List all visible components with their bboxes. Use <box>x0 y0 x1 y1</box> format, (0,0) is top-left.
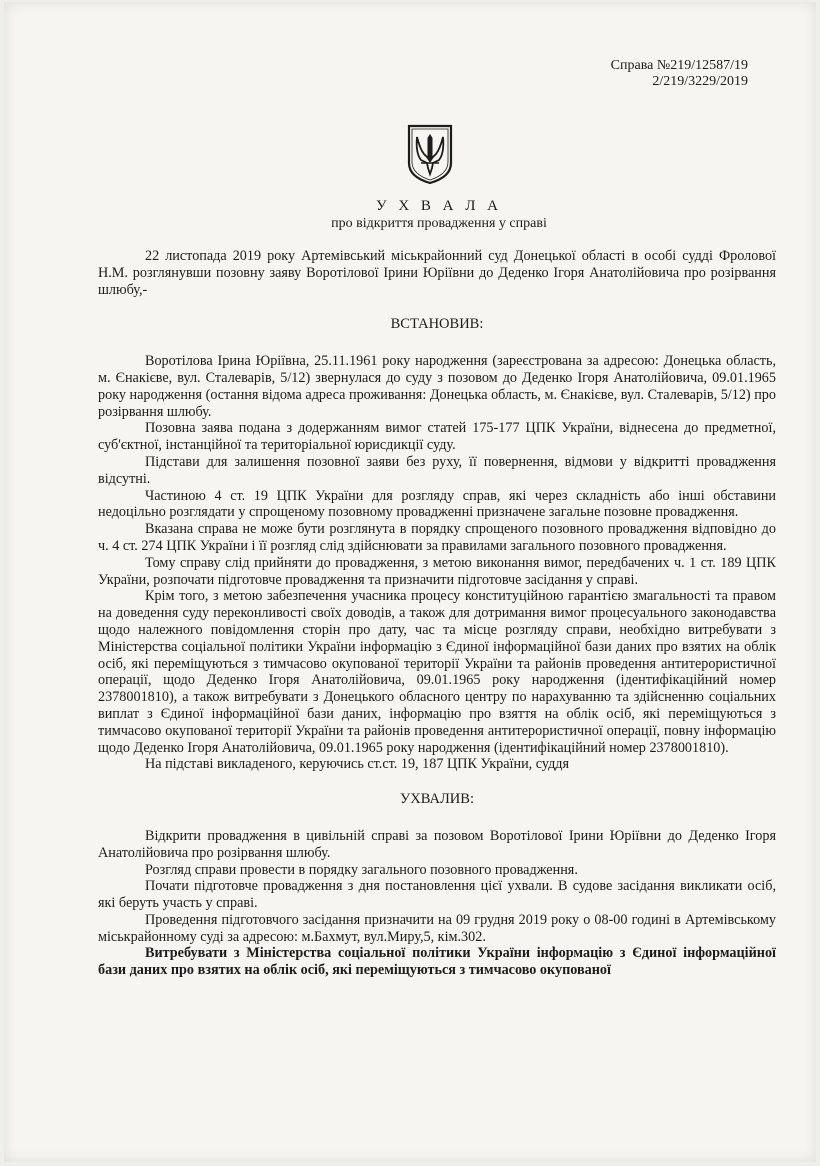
ruling-paragraph-3: Почати підготовче провадження з дня постановлення цієї ухвали. В судове засідання викликати осіб, які беруть участь у справі. <box>98 878 776 912</box>
established-paragraph-4: Частиною 4 ст. 19 ЦПК України для розгляду справ, які через складність або інші обставини недоцільно розглядати у спрощеному позовному провадженні призначене загальне позовне провадження. <box>98 487 776 521</box>
case-number <box>611 58 748 90</box>
document-subtitle: про відкриття провадження у справі <box>331 216 547 231</box>
ruled-heading: УХВАЛИВ: <box>400 791 474 808</box>
established-paragraph-3: Підстави для залишення позовної заяви без руху, її повернення, відмови у відкритті провадження відсутні. <box>98 453 776 487</box>
established-paragraph-5: Вказана справа не може бути розглянута в порядку спрощеного позовного провадження відповідно до ч. 4 ст. 274 ЦПК України і її розгляд слід здійснювати за правилами загального позовного провадження. <box>98 521 776 554</box>
established-paragraph-6: Тому справу слід прийняти до провадження, з метою виконання вимог, передбачених ч. 1 ст. 189 ЦПК України, розпочати підготовче провадження та призначити підготовче засідання у справі. <box>98 554 776 588</box>
document-title: У Х В А Л А <box>375 198 503 214</box>
established-heading: ВСТАНОВИВ: <box>390 316 484 333</box>
ruling-paragraph-4: Проведення підготовчого засідання призначити на 09 грудня 2019 року о 08-00 годині в Артемівському міськрайонному суді за адресою: м.Бахмут, вул.Миру,5, кім.302. <box>98 911 776 945</box>
document-body <box>98 248 776 979</box>
case-number-line-1: Справа №219/12587/19 <box>610 58 748 73</box>
trident-coat-of-arms-icon <box>406 123 454 185</box>
case-number-line-2: 2/219/3229/2019 <box>652 74 748 89</box>
established-paragraph-1: Воротілова Ірина Юріївна, 25.11.1961 року народження (зареєстрована за адресою: Донецька область, м. Єнакієве, вул. Сталеварів, 5/12) звернулася до суду з позовом до Деденко Ігоря Анатолійовича, 09.01.1965 року народження (остання відома адреса проживання: Донецька область, м. Єнакієве, вул. Сталеварів, 5/12) про розірвання шлюбу. <box>98 353 776 420</box>
established-paragraph-8: На підставі викладеного, керуючись ст.ст. 19, 187 ЦПК України, суддя <box>145 756 570 773</box>
established-paragraph-7: Крім того, з метою забезпечення учасника процесу конституційною гарантією змагальності та правом на доведення суду переконливості своїх доводів, а також для дотримання вимог процесуального законодавства щодо належного повідомлення сторін про дату, час та місце розгляду справи, необхідно витребувати з Міністерства соціальної політики України інформацію з Єдиної інформаційної бази даних про взятих на облік осіб, які переміщуються з тимчасово окупованої території України та районів проведення антитерористичної операції, щодо Деденко Ігоря Анатолійовича, 09.01.1965 року народження (ідентифікаційний номер 2378001810), а також витребувати з Донецького обласного центру по нарахуванню та здійсненню соціальних виплат з Єдиної інформаційної бази даних, інформацію про взяття на облік осіб, які переміщуються з тимчасово окупованої території України та районів проведення антитерористичної операції, повну інформацію щодо Деденко Ігоря Анатолійовича, 09.01.1965 року народження (ідентифікаційний номер 2378001810). <box>98 588 776 756</box>
document-page <box>4 2 816 1162</box>
established-paragraph-2: Позовна заява подана з додержанням вимог статей 175-177 ЦПК України, віднесена до предметної, суб'єктної, інстанційної та територіальної юрисдикції суду. <box>98 420 776 454</box>
intro-paragraph: 22 листопада 2019 року Артемівський міськрайонний суд Донецької області в особі судді Фролової Н.М. розглянувши позовну заяву Воротілової Ірини Юріївни до Деденко Ігоря Анатолійовича про розірвання шлюбу,- <box>98 248 776 298</box>
ruling-paragraph-1: Відкрити провадження в цивільній справі за позовом Воротілової Ірини Юріївни до Деденко Ігоря Анатолійовича про розірвання шлюбу. <box>98 827 776 861</box>
ruling-paragraph-bold: Витребувати з Міністерства соціальної політики України інформацію з Єдиної інформаційної бази даних про взятих на облік осіб, які переміщуються з тимчасово окупованої <box>98 945 776 979</box>
ruling-paragraph-2: Розгляд справи провести в порядку загального позовного провадження. <box>145 861 578 878</box>
